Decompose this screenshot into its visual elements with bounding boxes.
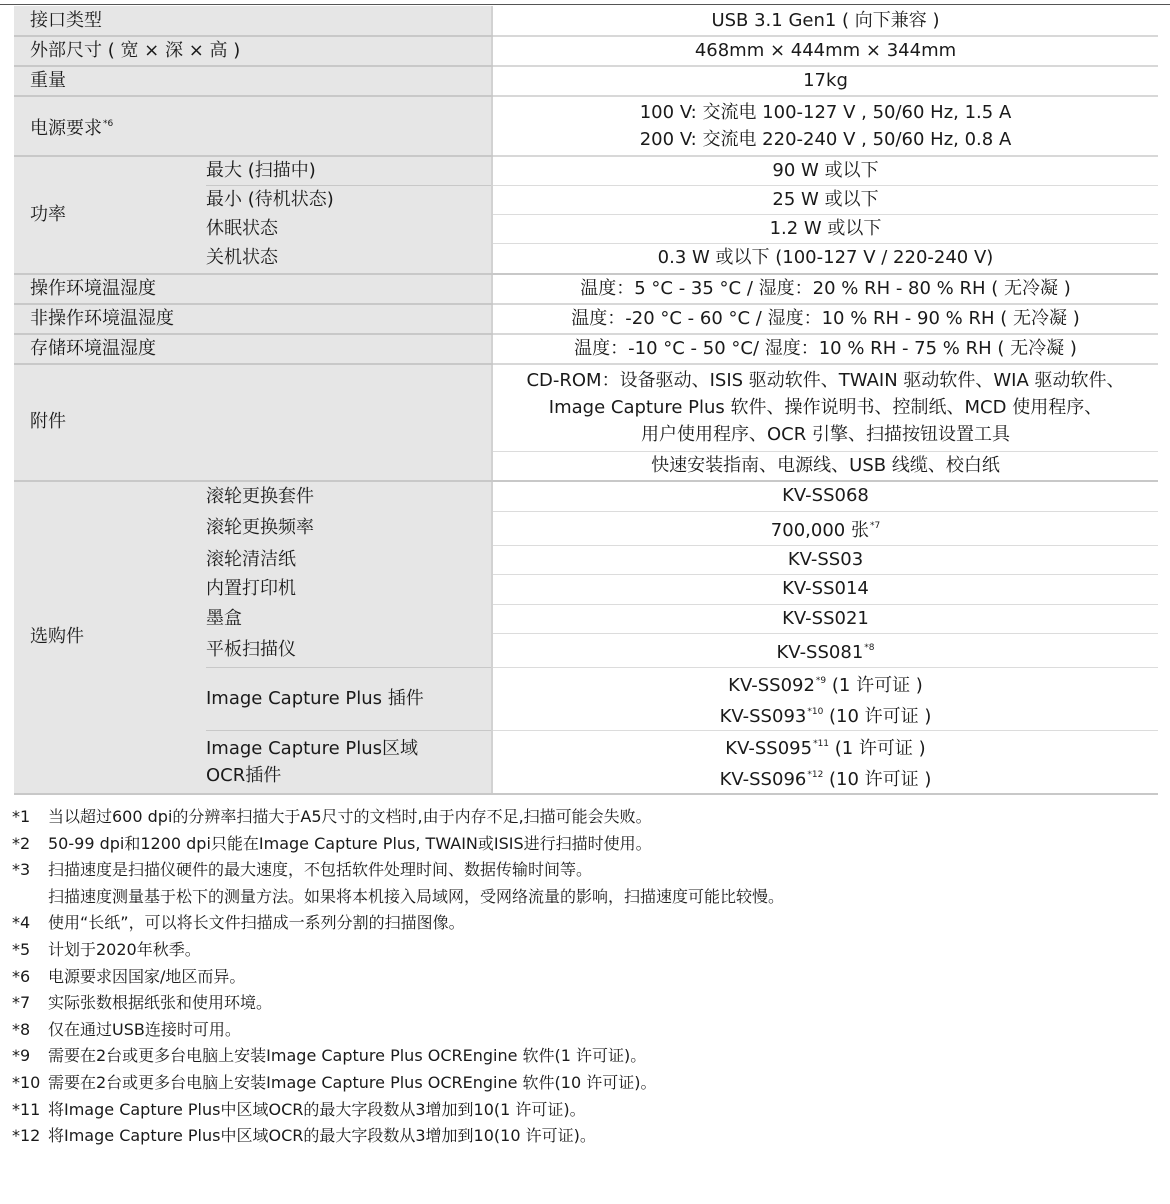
sub-value <box>492 730 1158 794</box>
value-line: 用户使用程序、OCR 引擎、扫描按钮设置工具 <box>641 424 1010 446</box>
value-line: KV-SS092$^{*9}$ (1 许可证 ) <box>728 674 923 696</box>
footnote-text: 仅在通过USB连接时可用。 <box>48 1019 241 1039</box>
spec-label: 非操作环境温湿度 <box>14 304 492 334</box>
footnote <box>12 910 1162 937</box>
sub-label: 休眠状态 <box>206 215 492 244</box>
group-label-options: 选购件 <box>14 481 206 794</box>
footnote <box>12 804 1162 831</box>
spec-value: 468mm × 444mm × 344mm <box>492 36 1158 66</box>
value-text: 700,000 张 <box>770 519 869 541</box>
spec-subrow <box>14 481 1158 511</box>
spec-value: 温度：5 °C - 35 °C / 湿度：20 % RH - 80 % RH ( 无冷凝 ) <box>492 274 1158 304</box>
group-label-power: 功率 <box>14 156 206 274</box>
sub-value: KV-SS021 <box>492 604 1158 633</box>
spec-row <box>14 304 1158 334</box>
footnote <box>12 1043 1162 1070</box>
sub-label: 最大 (扫描中) <box>206 156 492 186</box>
sub-label: 关机状态 <box>206 244 492 274</box>
footnote-mark: *7 <box>869 520 881 531</box>
spec-label: 重量 <box>14 66 492 96</box>
footnote <box>12 1017 1162 1044</box>
footnote-marker: *2 <box>12 833 31 853</box>
sub-value <box>492 633 1158 667</box>
footnote <box>12 964 1162 991</box>
spec-value: 温度：-20 °C - 60 °C / 湿度：10 % RH - 90 % RH ( 无冷凝 ) <box>492 304 1158 334</box>
value-line: 100 V: 交流电 100-127 V , 50/60 Hz, 1.5 A <box>639 102 1012 123</box>
footnote-text: 50-99 dpi和1200 dpi只能在Image Capture Plus, TWAIN或ISIS进行扫描时使用。 <box>48 833 652 853</box>
spec-label: 外部尺寸 ( 宽 × 深 × 高 ) <box>14 36 492 66</box>
footnote-marker: *3 <box>12 860 31 880</box>
footnote <box>12 884 1162 911</box>
sub-label-line: Image Capture Plus区域 <box>206 737 419 759</box>
footnote-marker: *5 <box>12 939 31 959</box>
sub-value: 90 W 或以下 <box>492 156 1158 186</box>
footnote <box>12 831 1162 858</box>
footnote-mark: *12 <box>807 769 824 780</box>
footnote-text: 扫描速度是扫描仪硬件的最大速度，不包括软件处理时间、数据传输时间等。 <box>48 860 593 880</box>
sub-value <box>492 667 1158 730</box>
spec-table <box>14 6 1158 795</box>
spec-row <box>14 274 1158 304</box>
power-req-label: 电源要求 <box>30 117 102 139</box>
sub-value: KV-SS068 <box>492 481 1158 511</box>
sub-value <box>492 511 1158 545</box>
footnote-text: 需要在2台或更多台电脑上安装Image Capture Plus OCREngine 软件(1 许可证)。 <box>48 1046 647 1066</box>
footnote-text: 将Image Capture Plus中区域OCR的最大字段数从3增加到10(10 许可证)。 <box>48 1126 596 1146</box>
footnote <box>12 1123 1162 1150</box>
sub-value: 1.2 W 或以下 <box>492 215 1158 244</box>
footnote-marker: *6 <box>12 966 31 986</box>
value-line: 200 V: 交流电 220-240 V , 50/60 Hz, 0.8 A <box>639 129 1012 150</box>
sub-value: KV-SS03 <box>492 545 1158 574</box>
footnote <box>12 1097 1162 1124</box>
footnote-marker: *8 <box>12 1019 31 1039</box>
footnote-text: 使用“长纸”，可以将长文件扫描成一系列分割的扫描图像。 <box>48 913 465 933</box>
spec-row-power-requirement <box>14 96 1158 156</box>
sub-label: 滚轮更换频率 <box>206 511 492 545</box>
footnote <box>12 1070 1162 1097</box>
sub-value: KV-SS014 <box>492 574 1158 604</box>
footnote-mark: *10 <box>807 706 824 717</box>
sub-label: 墨盒 <box>206 604 492 633</box>
footnote-text: 当以超过600 dpi的分辨率扫描大于A5尺寸的文档时,由于内存不足,扫描可能会失败。 <box>48 807 652 826</box>
footnote-marker: *11 <box>12 1099 41 1119</box>
footnote-mark: *8 <box>864 642 875 653</box>
spec-label: 附件 <box>14 364 492 482</box>
footnote-mark: *11 <box>813 738 830 749</box>
footnote-marker: *1 <box>12 807 31 826</box>
sub-label: 滚轮更换套件 <box>206 481 492 511</box>
footnote-marker: *9 <box>12 1046 31 1066</box>
sub-label: 内置打印机 <box>206 574 492 604</box>
footnote-mark: *6 <box>103 118 114 129</box>
sub-label: 平板扫描仪 <box>206 633 492 667</box>
footnote-marker: *12 <box>12 1126 41 1146</box>
spec-value: 快速安装指南、电源线、USB 线缆、校白纸 <box>492 452 1158 482</box>
value-line: CD-ROM：设备驱动、ISIS 驱动软件、TWAIN 驱动软件、WIA 驱动软件、 <box>526 370 1125 392</box>
spec-value: 温度：-10 °C - 50 °C/ 湿度：10 % RH - 75 % RH ( 无冷凝 ) <box>492 334 1158 364</box>
spec-row <box>14 36 1158 66</box>
sub-label: 滚轮清洁纸 <box>206 545 492 574</box>
value-line: Image Capture Plus 软件、操作说明书、控制纸、MCD 使用程序、 <box>548 397 1103 419</box>
footnote-text: 需要在2台或更多台电脑上安装Image Capture Plus OCREngine 软件(10 许可证)。 <box>48 1072 657 1092</box>
footnote-mark: *9 <box>815 675 827 686</box>
spec-subrow <box>14 156 1158 186</box>
footnote-marker: *7 <box>12 993 31 1013</box>
spec-value <box>492 96 1158 156</box>
spec-row-accessories <box>14 364 1158 452</box>
value-text: KV-SS081 <box>776 641 864 663</box>
footnote-text: 实际张数根据纸张和使用环境。 <box>48 993 273 1013</box>
sub-label-line: OCR插件 <box>206 764 282 786</box>
top-rule <box>0 4 1170 5</box>
value-line: KV-SS095$^{*11}$ (1 许可证 ) <box>725 737 926 759</box>
footnote-text: 计划于2020年秋季。 <box>48 939 201 959</box>
spec-label <box>14 96 492 156</box>
spec-label: 存储环境温湿度 <box>14 334 492 364</box>
footnote-text: 电源要求因国家/地区而异。 <box>48 966 246 986</box>
spec-row <box>14 6 1158 36</box>
spec-value: 17kg <box>492 66 1158 96</box>
sub-value: 0.3 W 或以下 (100-127 V / 220-240 V) <box>492 244 1158 274</box>
footnote-text: 将Image Capture Plus中区域OCR的最大字段数从3增加到10(1 许可证)。 <box>48 1099 586 1119</box>
sub-label: 最小 (待机状态) <box>206 186 492 215</box>
spec-label: 接口类型 <box>14 6 492 36</box>
footnote <box>12 990 1162 1017</box>
value-line: KV-SS096$^{*12}$ (10 许可证 ) <box>719 768 932 790</box>
footnote-marker <box>12 884 48 911</box>
footnote <box>12 937 1162 964</box>
footnote-marker: *4 <box>12 913 31 933</box>
footnote-marker: *10 <box>12 1072 41 1092</box>
spec-row <box>14 66 1158 96</box>
spec-value <box>492 364 1158 452</box>
spec-value: USB 3.1 Gen1 ( 向下兼容 ) <box>492 6 1158 36</box>
sub-label <box>206 730 492 794</box>
sub-label: Image Capture Plus 插件 <box>206 667 492 730</box>
footnote <box>12 857 1162 884</box>
footnotes <box>12 804 1162 1150</box>
footnote-text: 扫描速度测量基于松下的测量方法。如果将本机接入局域网，受网络流量的影响，扫描速度可能比较慢。 <box>48 886 785 906</box>
spec-label: 操作环境温湿度 <box>14 274 492 304</box>
value-line: KV-SS093$^{*10}$ (10 许可证 ) <box>719 705 932 727</box>
sub-value: 25 W 或以下 <box>492 186 1158 215</box>
spec-row <box>14 334 1158 364</box>
